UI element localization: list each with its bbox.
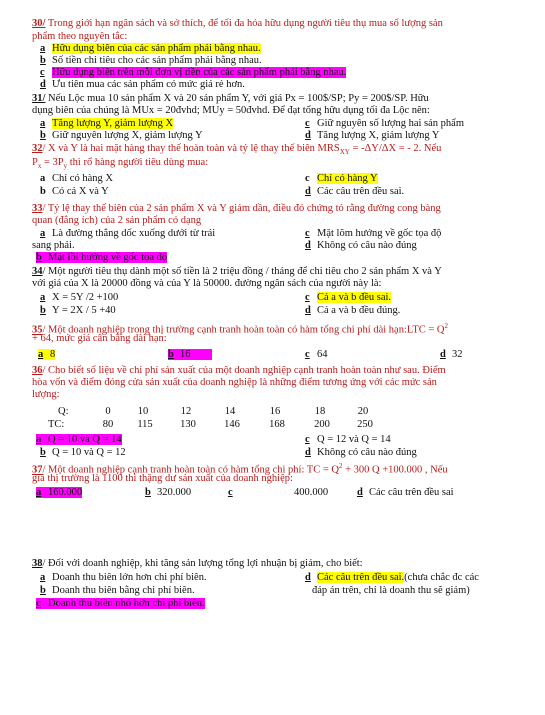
- q36-stem: 36/ Cho biết số liệu về chi phí sản xuất của một doanh nghiệp cạnh tranh hoàn toàn như sau. Điểm: [32, 365, 446, 376]
- q34-option-b[interactable]: b Y = 2X / 5 +40: [40, 305, 116, 316]
- q32-stem-2: $P_x = 3P_y$ thì rổ hàng người tiêu dùng mua:: [32, 157, 209, 171]
- q34-stem: 34/ Một người tiêu thụ dành một số tiền là 2 triệu đồng / tháng để chi tiêu cho 2 sản phẩm X và Y: [32, 266, 442, 277]
- q35-option-c[interactable]: c 64: [305, 349, 328, 360]
- q36-option-b[interactable]: b Q = 10 và Q = 12: [40, 447, 126, 458]
- q38-option-d[interactable]: d Các câu trên đều sai.(chưa chắc đc các: [305, 572, 479, 583]
- q30-option-d[interactable]: d Ưu tiên mua các sản phẩm có mức giá rẻ hơn.: [40, 79, 245, 90]
- q34-option-a[interactable]: a X = 5Y /2 +100: [40, 292, 119, 303]
- table-q-cell: 12: [180, 406, 192, 417]
- q33-option-a[interactable]: a Là đường thẳng dốc xuống dưới từ trái: [40, 228, 216, 239]
- q30-option-c[interactable]: c Hữu dụng biên trên mỗi đơn vị tiền của các sản phẩm phải bằng nhau.: [40, 67, 347, 78]
- table-tc-cell: 200: [314, 419, 330, 430]
- q33-stem-2: quan (đẳng ích) của 2 sản phẩm có dạng: [32, 215, 202, 226]
- table-q-cell: 16: [269, 406, 281, 417]
- q38-option-b[interactable]: b Doanh thu biên bằng chi phí biên.: [40, 585, 195, 596]
- q32-stem: 32/ X và Y là hai mặt hàng thay thế hoàn toàn và tỷ lệ thay thế biên $MRS_{XY} = -\Delta Y/\Delta X$ = - 2. Nếu: [32, 143, 442, 157]
- q35-option-a[interactable]: a 8: [38, 349, 56, 360]
- q35-option-d[interactable]: d 32: [440, 349, 463, 360]
- q38-option-a[interactable]: a Doanh thu biên lớn hơn chi phí biên.: [40, 572, 207, 583]
- q36-option-c[interactable]: c Q = 12 và Q = 14: [305, 434, 391, 445]
- q38-option-c[interactable]: c Doanh thu biên nhỏ hơn chi phí biên.: [36, 598, 205, 609]
- q33-option-a-cont: sang phải.: [32, 240, 75, 251]
- q38-stem: 38/ Đối với doanh nghiệp, khi tăng sản lượng tổng lợi nhuận bị giảm, cho biết:: [32, 558, 363, 569]
- table-tc-cell: 80: [102, 419, 114, 430]
- q36-option-a[interactable]: a Q = 10 và Q = 14: [36, 434, 122, 445]
- q37-option-c[interactable]: c: [228, 487, 233, 498]
- q36-stem-3: lượng:: [32, 389, 60, 400]
- q34-option-d[interactable]: d Cả a và b đều đúng.: [305, 305, 401, 316]
- table-tc-cell: 115: [137, 419, 153, 430]
- q32-option-b[interactable]: b Có cả X và Y: [40, 186, 109, 197]
- table-q-cell: 20: [357, 406, 369, 417]
- q33-stem: 33/ Tỷ lệ thay thế biên của 2 sản phẩm X và Y giảm dần, điều đó chứng tỏ rằng đường cong bàng: [32, 203, 441, 214]
- q37-option-d[interactable]: d Các câu trên đều sai: [357, 487, 454, 498]
- q35-option-b[interactable]: b 16: [168, 349, 212, 361]
- q31-option-c[interactable]: c Giữ nguyên số lượng hai sản phẩm: [305, 118, 464, 129]
- q31-option-d[interactable]: d Tăng lượng X, giảm lượng Y: [305, 130, 440, 141]
- q34-stem-2: với giá của X là 20000 đồng và của Y là 50000. đường ngân sách của người này là:: [32, 278, 382, 289]
- table-tc-cell: 250: [357, 419, 373, 430]
- q31-option-a[interactable]: a Tăng lượng Y, giảm lượng X: [40, 118, 174, 129]
- q32-option-c[interactable]: c Chỉ có hàng Y: [305, 173, 378, 184]
- q38-note: đáp án trên, chỉ là doanh thu sẽ giảm): [312, 585, 470, 596]
- table-q-cell: 10: [137, 406, 149, 417]
- q33-option-b[interactable]: b Mặt lồi hướng về gốc tọa độ: [36, 252, 168, 263]
- q37-option-a[interactable]: a 160.000: [36, 487, 83, 498]
- q31-stem-2: dụng biên của chúng là MUx = 20đvhd; MUy = 50đvhd. Để đạt tổng hữu dụng tối đa Lộc nên:: [32, 105, 430, 116]
- q36-option-d[interactable]: d Không có câu nào đúng: [305, 447, 417, 458]
- q36-stem-2: hòa vốn và điểm đóng cửa sản xuất của doanh nghiệp là những điểm tương ứng với các mức sản: [32, 377, 437, 388]
- q37-stem: 37/ Một doanh nghiệp cạnh tranh hoàn toàn có hàm tổng chi phí: TC = $Q^2 + 300$ Q +100.000 , Nếu: [32, 462, 448, 476]
- q34-option-c[interactable]: c Cả a và b đều sai.: [305, 292, 392, 303]
- q33-option-d[interactable]: d Không có câu nào đúng: [305, 240, 417, 251]
- table-q-cell: 0: [105, 406, 111, 417]
- q37-stem-2: giá thị trường là 1100 thì thặng dư sản xuất của doanh nghiệp:: [32, 473, 293, 484]
- q37-option-c-value: 400.000: [294, 487, 329, 498]
- q32-option-d[interactable]: d Các câu trên đều sai.: [305, 186, 405, 197]
- q30-stem: 30/ Trong giới hạn ngân sách và sở thích, để tối đa hóa hữu dụng người tiêu thụ mua số lượng sản: [32, 18, 443, 29]
- table-tc-cell: 168: [269, 419, 285, 430]
- q35-stem-2: + 64, mức giá cân bằng dài hạn:: [32, 333, 167, 344]
- table-q-label: Q:: [58, 406, 69, 417]
- q33-option-c[interactable]: c Mặt lõm hướng về gốc tọa độ: [305, 228, 442, 239]
- q31-stem: 31/ Nếu Lộc mua 10 sản phẩm X và 20 sản phẩm Y, với giá Px = 100$/SP; Py = 200$/SP. Hữu: [32, 93, 429, 104]
- table-tc-label: TC:: [48, 419, 65, 430]
- table-q-cell: 18: [314, 406, 326, 417]
- q32-option-a[interactable]: a Chỉ có hàng X: [40, 173, 113, 184]
- table-tc-cell: 146: [224, 419, 240, 430]
- q30-stem-2: phẩm theo nguyên tắc:: [32, 31, 128, 42]
- q30-option-a[interactable]: a Hữu dụng biên của các sản phẩm phải bằng nhau.: [40, 43, 261, 54]
- q30-option-b[interactable]: b Số tiền chi tiêu cho các sản phẩm phải bằng nhau.: [40, 55, 262, 66]
- q37-option-b[interactable]: b 320.000: [145, 487, 192, 498]
- q31-option-b[interactable]: b Giữ nguyên lượng X, giảm lượng Y: [40, 130, 203, 141]
- table-q-cell: 14: [224, 406, 236, 417]
- q35-stem: 35/ Một doanh nghiệp trong thị trường cạnh tranh hoàn toàn có hàm tổng chi phí dài hạn:LTC = $Q^2$: [32, 322, 448, 336]
- table-tc-cell: 130: [180, 419, 196, 430]
